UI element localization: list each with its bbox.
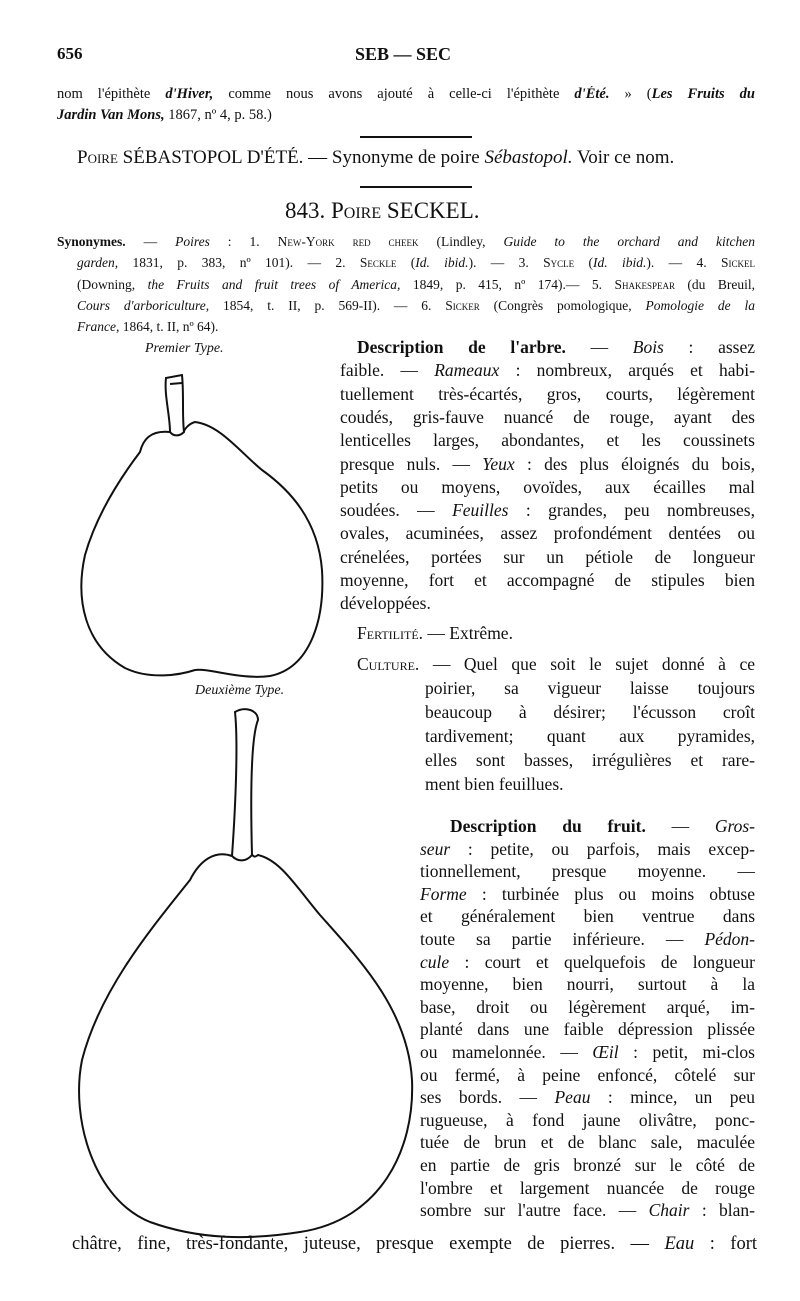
text-run: tionnellement, presque moyenne. —: [420, 861, 755, 882]
text-run: Pédon-: [704, 929, 755, 949]
text-run: Œil: [592, 1042, 619, 1062]
text-run: comme nous avons ajouté à celle-ci l'épithète: [213, 86, 575, 102]
text-run: —: [565, 337, 633, 357]
text-line: [420, 952, 755, 973]
text-run: Shakespear: [614, 276, 675, 292]
text-run: the Fruits and fruit trees of America,: [147, 276, 401, 292]
text-run: elles sont basses, irrégulières et rare-: [425, 750, 755, 770]
text-run: Forme: [420, 883, 467, 904]
text-line: [420, 1178, 755, 1199]
text-run: SÉBASTOPOL D'ÉTÉ. — Synonyme de poire: [117, 147, 485, 168]
text-line: [425, 774, 755, 795]
text-line: [420, 884, 755, 905]
text-run: : petite, ou parfois, mais excep-: [450, 838, 755, 859]
text-run: : fort: [694, 1234, 757, 1254]
text-run: châtre, fine, très-fondante, juteuse, presque exempte de pierres. —: [72, 1234, 665, 1254]
text-run: Id. ibid.: [415, 255, 469, 271]
text-run: Sickel: [720, 255, 755, 271]
text-run: France,: [77, 319, 120, 335]
text-run: (Downing,: [77, 276, 148, 292]
text-run: petits ou moyens, ovoïdes, aux écailles mal: [340, 476, 755, 497]
text-run: : turbinée plus ou moins obtuse: [466, 883, 755, 904]
text-run: — Extrême.: [423, 623, 513, 643]
text-run: d'Hiver,: [165, 86, 214, 102]
text-line: [340, 500, 755, 521]
text-run: Guide to the orchard and kitchen: [503, 234, 755, 249]
text-run: cule: [420, 951, 450, 972]
text-run: ). — 4.: [646, 255, 721, 271]
text-line: [340, 523, 755, 544]
text-run: et généralement bien ventrue dans: [420, 906, 755, 927]
pear-second-type-drawing: [79, 709, 412, 1237]
text-run: développées.: [340, 593, 431, 614]
text-run: (Lindley,: [418, 234, 504, 249]
text-run: seur: [420, 838, 451, 859]
text-run: —: [125, 234, 176, 249]
text-line: [420, 1065, 755, 1086]
text-run: poirier, sa vigueur laisse toujours: [425, 678, 755, 698]
text-run: Fertilité.: [357, 623, 424, 643]
text-run: SECKEL.: [381, 198, 480, 223]
text-run: Sicker: [445, 297, 480, 313]
text-line: [420, 1087, 755, 1108]
text-run: Pomologie de la: [645, 297, 755, 313]
text-run: moyenne, bien nourri, surtout à la: [420, 974, 755, 995]
text-run: garden,: [77, 255, 119, 271]
text-run: ment bien feuillues.: [425, 774, 564, 794]
running-title: SEB — SEC: [355, 44, 452, 64]
text-line: [420, 1200, 755, 1221]
text-run: sombre sur l'autre face. —: [420, 1200, 649, 1221]
text-line: [425, 750, 755, 771]
page-number: 656: [57, 44, 83, 63]
text-line: [340, 454, 755, 475]
text-run: New-York red cheek: [277, 234, 419, 249]
text-line: [357, 337, 755, 358]
text-line: [340, 430, 755, 451]
text-run: 1864, t. II, nº 64).: [119, 319, 219, 335]
text-run: base, droit ou légèrement arqué, im-: [420, 996, 755, 1017]
text-line: [450, 816, 755, 837]
text-run: beaucoup à désirer; l'écusson croît: [425, 702, 755, 722]
text-run: : grandes, peu nombreuses,: [508, 500, 755, 521]
text-line: [340, 547, 755, 568]
pear-first-type-drawing: [81, 375, 322, 677]
text-line: [420, 929, 755, 950]
text-run: 1867, nº 4, p. 58.): [164, 106, 272, 123]
text-run: tardivement; quant aux pyramides,: [425, 726, 755, 746]
text-run: 1854, t. II, p. 569-II). — 6.: [209, 297, 446, 313]
text-line: [357, 654, 755, 675]
text-run: Sycle: [543, 255, 575, 271]
text-run: (du Breuil,: [674, 276, 755, 292]
text-run: moyenne, fort et accompagné de stipules bien: [340, 570, 755, 590]
text-run: : 1.: [209, 234, 278, 249]
text-line: [340, 570, 755, 591]
text-run: ou mamelonnée. —: [420, 1042, 593, 1062]
text-run: d'Été.: [574, 86, 610, 102]
text-run: ovales, acuminées, assez profondément dentées ou: [340, 523, 755, 544]
text-line: [72, 1234, 757, 1255]
text-run: Description de l'arbre.: [357, 337, 566, 357]
text-line: [420, 974, 755, 995]
text-run: » (: [609, 86, 652, 102]
text-line: [420, 1110, 755, 1131]
text-run: Voir ce nom.: [572, 147, 675, 168]
text-line: [340, 477, 755, 498]
text-run: lenticelles larges, abondantes, et les coussinets: [340, 430, 755, 451]
text-run: : des plus éloignés du bois,: [514, 453, 755, 474]
text-run: Cours d'arboriculture,: [77, 297, 210, 313]
text-run: Yeux: [482, 453, 515, 474]
text-run: coudés, gris-fauve nuancé de rouge, ayant des: [340, 406, 755, 427]
text-run: : court et quelquefois de longueur: [449, 951, 755, 972]
text-run: Poires: [175, 234, 210, 249]
text-run: crénelées, portées sur un pétiole de longueur: [340, 546, 755, 567]
text-run: nom l'épithète: [57, 86, 166, 102]
text-line: [425, 702, 755, 723]
text-line: [340, 593, 755, 614]
text-run: Culture.: [357, 654, 420, 674]
text-run: Poire: [331, 198, 382, 223]
text-run: Rameaux: [434, 360, 500, 381]
text-run: 1831, p. 383, nº 101). — 2.: [118, 255, 360, 271]
text-run: tuée de brun et de blanc sale, maculée: [420, 1132, 755, 1153]
text-run: Eau: [664, 1234, 695, 1254]
text-run: : nombreux, arqués et habi-: [499, 360, 755, 381]
text-run: Jardin Van Mons,: [57, 106, 165, 123]
text-line: [420, 906, 755, 927]
text-run: Peau: [554, 1087, 591, 1108]
text-run: Seckle: [359, 255, 397, 271]
text-run: l'ombre et largement nuancée de rouge: [420, 1177, 755, 1198]
text-line: [420, 861, 755, 882]
text-run: Poire: [77, 147, 118, 168]
text-line: [420, 1132, 755, 1153]
text-run: soudées. —: [340, 500, 453, 521]
text-run: Sébastopol.: [484, 147, 573, 168]
text-run: : assez: [663, 337, 755, 357]
text-run: : mince, un peu: [590, 1087, 755, 1108]
text-run: (Congrès pomologique,: [479, 297, 646, 313]
text-line: [420, 1042, 755, 1063]
text-run: planté dans une faible dépression plissée: [420, 1019, 755, 1040]
text-run: —: [645, 816, 715, 836]
text-run: Id. ibid.: [593, 255, 647, 271]
text-run: (: [574, 255, 594, 271]
text-line: [340, 360, 755, 381]
text-run: ou fermé, à peine enfoncé, côtelé sur: [420, 1064, 755, 1085]
text-run: Feuilles: [452, 500, 509, 521]
text-run: : blan-: [689, 1200, 755, 1221]
figure-caption-first-type: Premier Type.: [145, 341, 224, 356]
text-run: 1849, p. 415, nº 174).— 5.: [400, 276, 615, 292]
text-run: ses bords. —: [420, 1087, 555, 1108]
text-run: Synonymes.: [57, 234, 126, 249]
text-run: toute sa partie inférieure. —: [420, 929, 705, 949]
text-line: [420, 839, 755, 860]
text-line: [340, 384, 755, 405]
text-run: Bois: [632, 337, 664, 357]
text-line: [425, 678, 755, 699]
text-line: [420, 1019, 755, 1040]
text-run: : petit, mi-clos: [618, 1042, 755, 1062]
text-run: faible. —: [340, 360, 435, 381]
text-line: [340, 407, 755, 428]
text-run: tuellement très-écartés, gros, courts, légèrement: [340, 383, 755, 404]
text-line: [357, 623, 657, 644]
text-run: (: [396, 255, 416, 271]
text-run: en partie de gris bronzé sur le côté de: [420, 1155, 755, 1175]
text-run: Description du fruit.: [450, 816, 646, 836]
text-run: presque nuls. —: [340, 453, 483, 474]
text-run: Les Fruits du: [651, 86, 755, 102]
text-line: [420, 1155, 755, 1176]
text-run: ). — 3.: [468, 255, 544, 271]
text-run: 843.: [285, 198, 331, 223]
figure-caption-second-type: Deuxième Type.: [195, 683, 285, 698]
text-line: [425, 726, 755, 747]
text-run: Gros-: [714, 816, 755, 836]
text-run: rugueuse, à fond jaune olivâtre, ponc-: [420, 1109, 755, 1130]
text-run: — Quel que soit le sujet donné à ce: [419, 654, 755, 674]
text-run: Chair: [648, 1200, 690, 1221]
text-line: [420, 997, 755, 1018]
